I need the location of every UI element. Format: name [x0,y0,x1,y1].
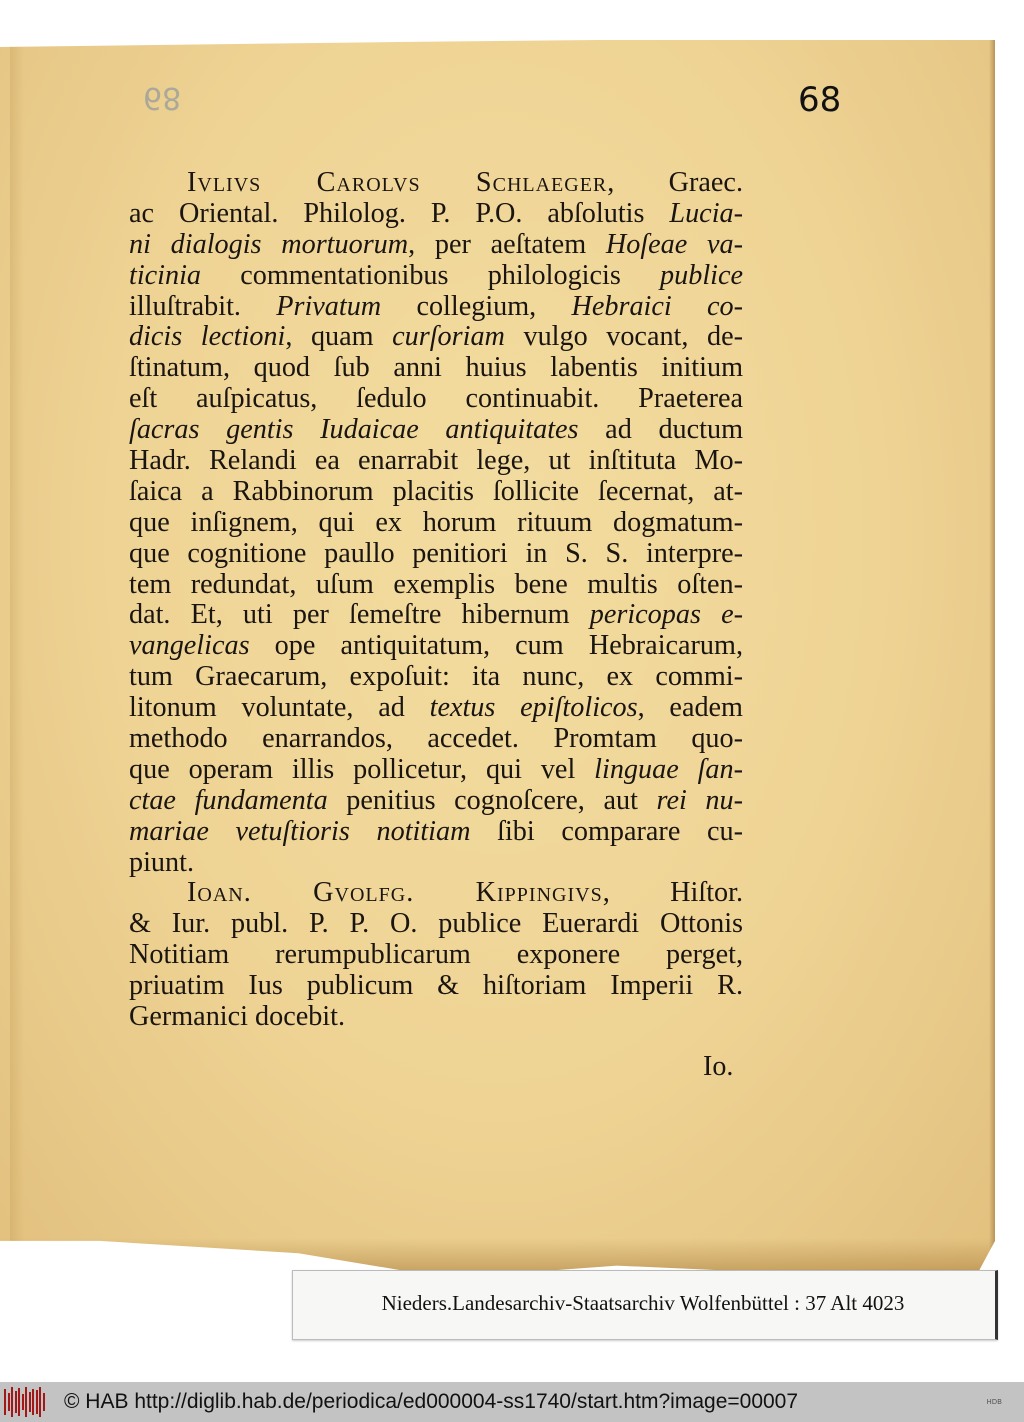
text-run: litonum voluntate, ad [129,692,430,724]
text-run: eſt auſpicatus, ſedulo continuabit. Praeterea [129,383,743,415]
text-line [129,477,743,508]
text-run: tum Graecarum, expoſuit: ita nunc, ex commi- [129,661,743,693]
text-line [129,631,743,662]
text-run: ſaica a Rabbinorum placitis ſollicite ſecernat, at- [129,475,743,507]
text-line [129,199,743,230]
text-line [129,940,743,971]
italic-text: textus epiſtolicos [429,692,638,724]
small-caps-name: Ioan. Gvolfg. Kippingivs [187,877,603,909]
text-line [129,446,743,477]
text-run: que operam illis pollicetur, qui vel [129,753,595,785]
logo-bar [22,1394,24,1410]
logo-bar [43,1393,45,1411]
italic-text: rei nu- [656,784,743,816]
italic-text: curſoriam [392,321,505,353]
small-caps-name: Ivlivs Carolvs Schlaeger [187,167,608,198]
text-run: commentationibus philologicis [201,259,661,291]
text-line [129,230,743,261]
text-run: que cognitione paullo penitiori in S. S. interpre- [129,537,743,569]
italic-text: Privatum [276,290,382,322]
logo-bar [32,1389,34,1415]
body-text [129,168,743,1033]
text-line [129,848,743,879]
italic-text: ctae fundamenta [129,784,328,816]
text-run: ac Oriental. Philolog. P. P.O. abſolutis [129,197,670,229]
logo-bar [18,1388,20,1416]
text-run: methodo enarrandos, accedet. Promtam quo- [129,723,743,755]
text-line [129,415,743,446]
text-run: ope antiquitatum, cum Hebraicarum, [249,630,743,662]
text-line [129,168,743,199]
text-line [129,384,743,415]
page-number: 68 [798,80,842,120]
logo-bar [8,1393,10,1411]
text-run: tem redundat, uſum exemplis bene multis oſten- [129,568,743,600]
text-run: , per aeſtatem [408,228,606,260]
text-run: que inſignem, qui ex horum rituum dogmatum- [129,506,743,538]
italic-text: dicis lectioni [129,321,286,353]
text-run: piunt. [129,846,194,878]
text-line [129,724,743,755]
text-run: Notitiam rerumpublicarum exponere perget, [129,939,743,971]
text-line [129,1002,743,1033]
text-line [129,570,743,601]
text-run: , quam [285,321,393,353]
text-run: , Graec. [607,167,743,198]
archive-label-card [292,1270,998,1340]
text-line [129,817,743,848]
text-run: , eadem [637,692,743,724]
italic-text: linguae ſan- [594,753,743,785]
text-run: ſibi comparare cu- [470,815,743,847]
hab-barcode-logo-icon [4,1387,46,1417]
text-line [129,878,743,909]
text-run: priuatim Ius publicum & hiſtoriam Imperii R. [129,970,743,1002]
text-line [129,292,743,323]
footer-bar [0,1382,1024,1422]
text-run: ad ductum [578,414,743,446]
logo-bar [4,1389,6,1415]
text-run: , Hiſtor. [602,877,744,909]
italic-text: mariae vetuſtioris notitiam [129,815,471,847]
logo-bar [15,1391,17,1413]
text-line [129,261,743,292]
text-line [129,353,743,384]
archive-label-text: Nieders.Landesarchiv-Staatsarchiv Wolfenbüttel : 37 Alt 4023 [381,1291,905,1315]
text-run: & Iur. publ. P. P. O. publice Euerardi Ottonis [129,908,743,940]
text-run: ſtinatum, quod ſub anni huius labentis initium [129,352,743,384]
italic-text: ni dialogis mortuorum [129,228,409,260]
italic-text: publice [660,259,743,291]
text-line [129,508,743,539]
italic-text: Lucia- [669,197,743,229]
italic-text: Hoſeae va- [605,228,744,260]
footer-copyright-url[interactable]: © HAB http://diglib.hab.de/periodica/ed000004-ss1740/start.htm?image=00007 [64,1390,799,1413]
logo-bar [39,1387,41,1417]
text-line [129,662,743,693]
text-line [129,909,743,940]
text-run: Hadr. Relandi ea enarrabit lege, ut inſtituta Mo- [129,445,743,477]
text-line [129,600,743,631]
text-run: dat. Et, uti per ſemeſtre hibernum [129,599,590,631]
logo-bar [25,1387,27,1417]
italic-text: pericopas e- [589,599,743,631]
text-line [129,322,743,353]
italic-text: vangelicas [129,630,250,662]
text-run: penitius cognoſcere, aut [327,784,657,816]
text-run: collegium, [381,290,572,322]
italic-text: ſacras gentis Iudaicae antiquitates [129,414,579,446]
logo-bar [29,1392,31,1412]
italic-text: ticinia [129,259,202,291]
text-run: vulgo vocant, de- [504,321,743,353]
logo-bar [11,1387,13,1417]
text-line [129,539,743,570]
text-run: illuſtrabit. [129,290,277,322]
text-line [129,755,743,786]
bleed-through-page-number: 68 [143,80,182,115]
text-line [129,693,743,724]
logo-bar [36,1390,38,1414]
italic-text: Hebraici co- [571,290,743,322]
text-line [129,971,743,1002]
catchword: Io. [703,1051,734,1082]
page-edge [989,40,995,1278]
footer-mark: HDB [986,1398,1002,1406]
text-line [129,786,743,817]
text-run: Germanici docebit. [129,1001,346,1033]
